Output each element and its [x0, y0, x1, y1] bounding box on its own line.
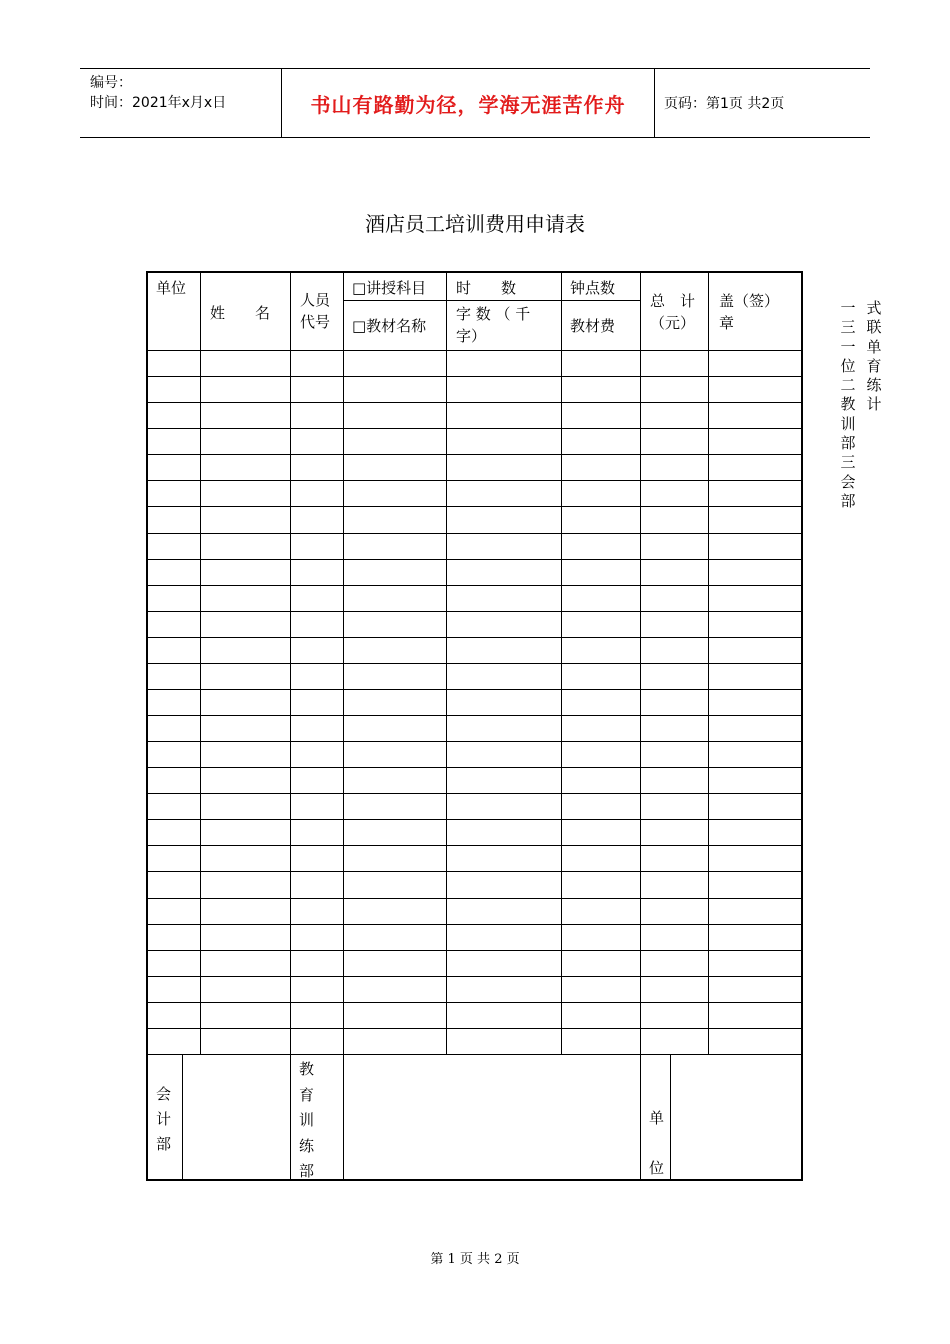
col-header-words-line2: 字） — [456, 327, 487, 345]
row-line — [148, 950, 801, 951]
side-note-column-1: 一三一位二教训部三会部 — [840, 299, 856, 510]
col-header-name: 姓 名 — [210, 304, 271, 322]
col-header-staff-code-line1: 人员 — [300, 291, 331, 309]
row-line — [148, 898, 801, 899]
signature-unit-label: 单位 — [649, 1109, 665, 1177]
row-line — [148, 793, 801, 794]
signature-col-line — [640, 1054, 641, 1179]
col-header-staff-code — [300, 289, 330, 333]
row-line — [148, 924, 801, 925]
col-header-seal — [719, 290, 779, 334]
signature-col-line — [290, 1054, 291, 1179]
header-meta — [90, 73, 226, 113]
row-line — [148, 428, 801, 429]
row-line — [148, 376, 801, 377]
row-line — [148, 976, 801, 977]
col-header-seal-line2: 章 — [719, 314, 735, 332]
col-header-course: □讲授科目 — [352, 279, 427, 297]
row-line — [148, 819, 801, 820]
col-header-total — [650, 290, 695, 334]
header-page-number: 页码：第1页 共2页 — [664, 96, 785, 112]
row-line — [148, 715, 801, 716]
col-header-total-line1: 总 计 — [650, 292, 696, 310]
signature-col-line — [182, 1054, 183, 1179]
side-note-column-2: 式联单 育练 计 — [866, 299, 897, 414]
col-header-seal-line1: 盖（签） — [719, 292, 780, 310]
row-line — [148, 1028, 801, 1029]
page-title: 酒店员工培训费用申请表 — [365, 212, 585, 236]
row-line — [148, 689, 801, 690]
row-line — [148, 454, 801, 455]
code-label: 编号： — [90, 75, 132, 91]
signature-col-line — [343, 1054, 344, 1179]
row-line — [148, 1002, 801, 1003]
row-line — [148, 585, 801, 586]
col-header-total-line2: （元） — [650, 314, 696, 332]
row-line — [148, 533, 801, 534]
col-header-unit: 单位 — [156, 279, 187, 297]
header-bottom-line — [148, 350, 801, 351]
row-line — [148, 402, 801, 403]
signature-training-label: 教育训练部 — [299, 1060, 315, 1180]
col-header-material-name: □教材名称 — [352, 317, 427, 335]
col-header-words — [456, 303, 556, 347]
header-mid-line — [343, 300, 640, 301]
row-line — [148, 767, 801, 768]
row-line — [148, 559, 801, 560]
time-label: 时间：2021年x月x日 — [90, 95, 227, 111]
application-form-table — [146, 271, 803, 1181]
row-line — [148, 663, 801, 664]
page-footer: 第 1 页 共 2 页 — [430, 1252, 520, 1267]
row-line — [148, 637, 801, 638]
row-line — [148, 871, 801, 872]
col-header-words-line1: 字 数 （ 千 — [456, 305, 531, 323]
col-header-material-fee: 教材费 — [570, 317, 616, 335]
col-header-hours: 时 数 — [456, 279, 517, 297]
signature-col-line — [670, 1054, 671, 1179]
signature-row-top-line — [148, 1054, 801, 1055]
header-motto: 书山有路勤为径，学海无涯苦作舟 — [310, 92, 626, 117]
row-line — [148, 741, 801, 742]
side-distribution-note — [838, 299, 897, 519]
signature-accounting-label: 会计部 — [156, 1085, 172, 1153]
document-header — [80, 68, 870, 138]
row-line — [148, 611, 801, 612]
col-header-staff-code-line2: 代号 — [300, 313, 331, 331]
row-line — [148, 845, 801, 846]
row-line — [148, 480, 801, 481]
header-divider — [654, 69, 655, 137]
row-line — [148, 506, 801, 507]
col-header-hourly-rate: 钟点数 — [570, 279, 616, 297]
